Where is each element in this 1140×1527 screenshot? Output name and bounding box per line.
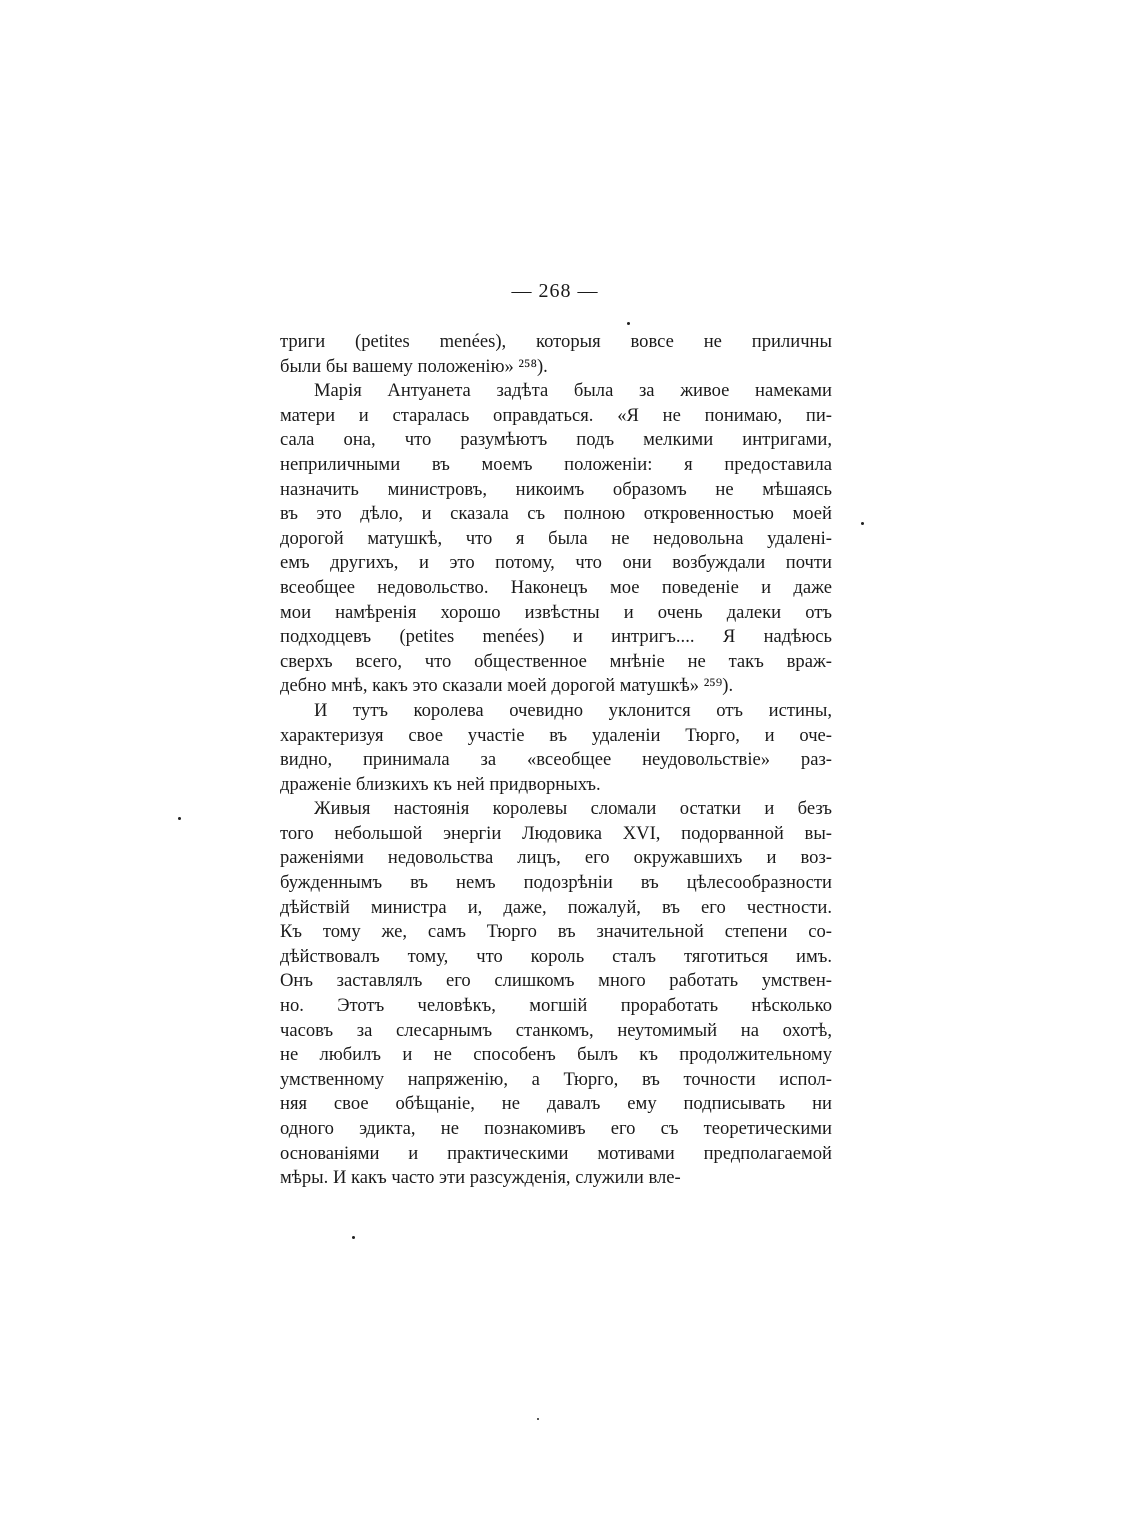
text-line: Марія Антуанета задѣта была за живое намеками: [314, 380, 832, 402]
text-line: Онъ заставлялъ его слишкомъ много работать умствен-: [280, 970, 832, 992]
text-line: мѣры. И какъ часто эти разсужденія, служили вле-: [280, 1167, 681, 1189]
text-line: того небольшой энергіи Людовика XVI, подорванной вы-: [280, 822, 832, 844]
text-line: видно, принимала за «всеобщее неудовольствіе» раз-: [280, 749, 832, 771]
text-line: дѣйствій министра и, даже, пожалуй, въ его честности.: [280, 896, 832, 918]
scan-speck: [627, 322, 630, 325]
text-line: были бы вашему положенію» ²⁵⁸).: [280, 355, 548, 377]
paragraph: [280, 797, 832, 1191]
text-line: бужденнымъ въ немъ подозрѣніи въ цѣлесообразности: [280, 872, 832, 894]
text-line: раженіями недовольства лицъ, его окружавшихъ и воз-: [280, 847, 832, 869]
text-line: сала она, что разумѣютъ подъ мелкими интригами,: [280, 429, 832, 451]
text-line: Живыя настоянія королевы сломали остатки и безъ: [314, 798, 832, 820]
text-line: сверхъ всего, что общественное мнѣніе не такъ враж-: [280, 650, 832, 672]
text-line: но. Этотъ человѣкъ, могшій проработать нѣсколько: [280, 995, 832, 1017]
text-line: умственному напряженію, а Тюрго, въ точности испол-: [280, 1068, 832, 1090]
text-line: въ это дѣло, и сказала съ полною откровенностью моей: [280, 503, 832, 525]
scan-speck: [352, 1236, 355, 1239]
text-line: назначить министровъ, никоимъ образомъ не мѣшаясь: [280, 478, 832, 500]
paragraph: [280, 379, 832, 699]
text-line: дѣйствовалъ тому, что король сталъ тяготиться имъ.: [280, 945, 832, 967]
scan-speck: [537, 1418, 539, 1420]
paragraph: [280, 330, 832, 379]
text-line: подходцевъ (petites menées) и интригъ.... Я надѣюсь: [280, 626, 832, 648]
scan-speck: [178, 817, 181, 820]
text-line: основаніями и практическими мотивами предполагаемой: [280, 1142, 832, 1164]
text-line: матери и старалась оправдаться. «Я не понимаю, пи-: [280, 404, 832, 426]
text-line: емъ другихъ, и это потому, что они возбуждали почти: [280, 552, 832, 574]
text-line: одного эдикта, не познакомивъ его съ теоретическими: [280, 1118, 832, 1139]
text-line: характеризуя свое участіе въ удаленіи Тюрго, и оче-: [280, 724, 832, 746]
text-line: И тутъ королева очевидно уклонится отъ истины,: [314, 699, 832, 721]
scan-speck: [861, 522, 864, 525]
text-line: неприличными въ моемъ положеніи: я предоставила: [280, 453, 832, 475]
text-line: Къ тому же, самъ Тюрго въ значительной степени со-: [280, 921, 832, 943]
text-line: дебно мнѣ, какъ это сказали моей дорогой матушкѣ» ²⁵⁹).: [280, 675, 734, 697]
text-line: дорогой матушкѣ, что я была не недовольна удаленi-: [280, 527, 832, 549]
body-text: [280, 330, 832, 1191]
text-line: не любилъ и не способенъ былъ къ продолжительному: [280, 1044, 832, 1066]
text-line: драженіе близкихъ къ ней придворныхъ.: [280, 773, 601, 795]
text-line: мои намѣренія хорошо извѣстны и очень далеки отъ: [280, 601, 832, 623]
page-number: — 268 —: [511, 280, 599, 302]
text-line: няя свое обѣщаніе, не давалъ ему подписывать ни: [280, 1093, 832, 1115]
paragraph: [280, 699, 832, 797]
text-line: триги (petites menées), которыя вовсе не приличны: [280, 331, 832, 352]
text-line: всеобщее недовольство. Наконецъ мое поведеніе и даже: [280, 576, 832, 598]
text-line: часовъ за слесарнымъ станкомъ, неутомимый на охотѣ,: [280, 1019, 832, 1041]
